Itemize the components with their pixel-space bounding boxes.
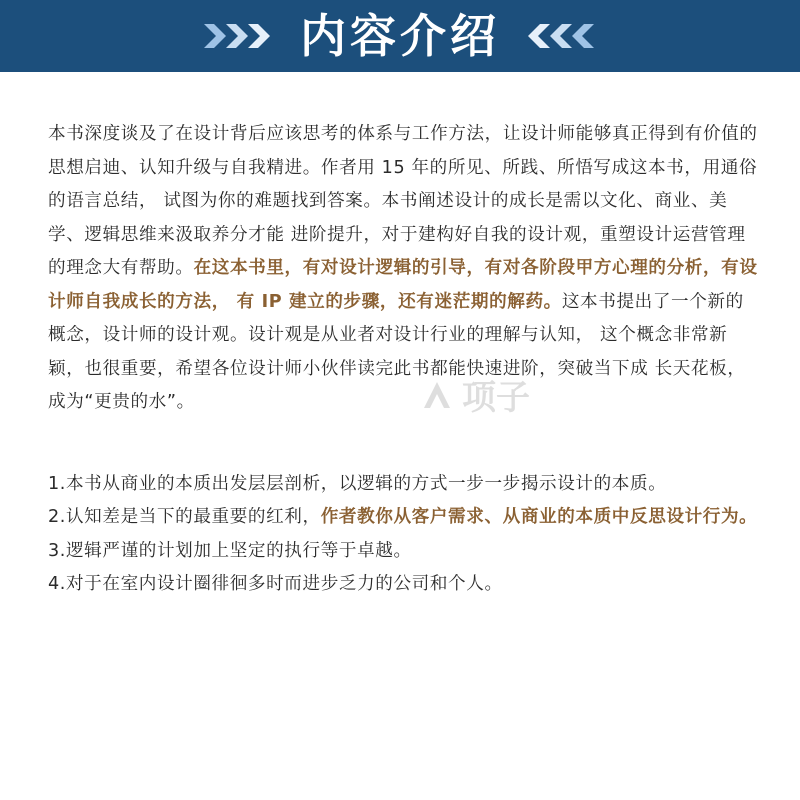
- header-banner: [0, 0, 800, 72]
- watermark-text: 项子: [462, 378, 530, 418]
- list-item-highlight: 作者教你从客户需求、从商业的本质中反思设计行为。: [320, 507, 758, 527]
- page-title: 内容介绍: [300, 9, 500, 63]
- intro-paragraph: [48, 118, 758, 420]
- list-item: [48, 501, 758, 535]
- intro-text-1: 本书深度谈及了在设计背后应该思考的体系与工作方法，让设计师能够真正得到有价值的思想启迪、认知升级与自我精进。作者用 15 年的所见、所践、所悟写成这本书，用通俗的语言总结， 试图为你的难题找到答案。本书阐述设计的成长是需以文化、商业、美学、逻辑思维来汲取养分才能 进阶提升，对于建构好自我的设计观，重塑设计运营管理的理念大有帮助。: [48, 124, 758, 278]
- paragraph-gap: [48, 420, 758, 468]
- double-chevron-right-icon: [204, 22, 274, 50]
- list-item-text: 2.认知差是当下的最重要的红利，: [48, 507, 321, 527]
- list-item: [48, 468, 758, 502]
- list-item: [48, 568, 758, 602]
- intro-highlight: 在这本书里，有对设计逻辑的引导，有对各阶段甲方心理的分析，有设计师自我成长的方法， 有 IP 建立的步骤，还有迷茫期的解药。: [48, 258, 758, 312]
- double-chevron-left-icon: [526, 22, 596, 50]
- list-item-text: 1.本书从商业的本质出发层层剖析，以逻辑的方式一步一步揭示设计的本质。: [48, 473, 667, 494]
- content-body: [48, 118, 758, 602]
- list-item: [48, 535, 758, 569]
- intro-text-2: 这本书提出了一个新的概念，设计师的设计观。设计观是从业者对设计行业的理解与认知， 这个概念非常新颖，也很重要，希望各位设计师小伙伴读完此书都能快速进阶，突破当下成 长天花板，成为“更贵的水”。: [48, 291, 746, 412]
- list-item-text: 3.逻辑严谨的计划加上坚定的执行等于卓越。: [48, 540, 412, 561]
- list-item-text: 4.对于在室内设计圈徘徊多时而进步乏力的公司和个人。: [48, 574, 503, 594]
